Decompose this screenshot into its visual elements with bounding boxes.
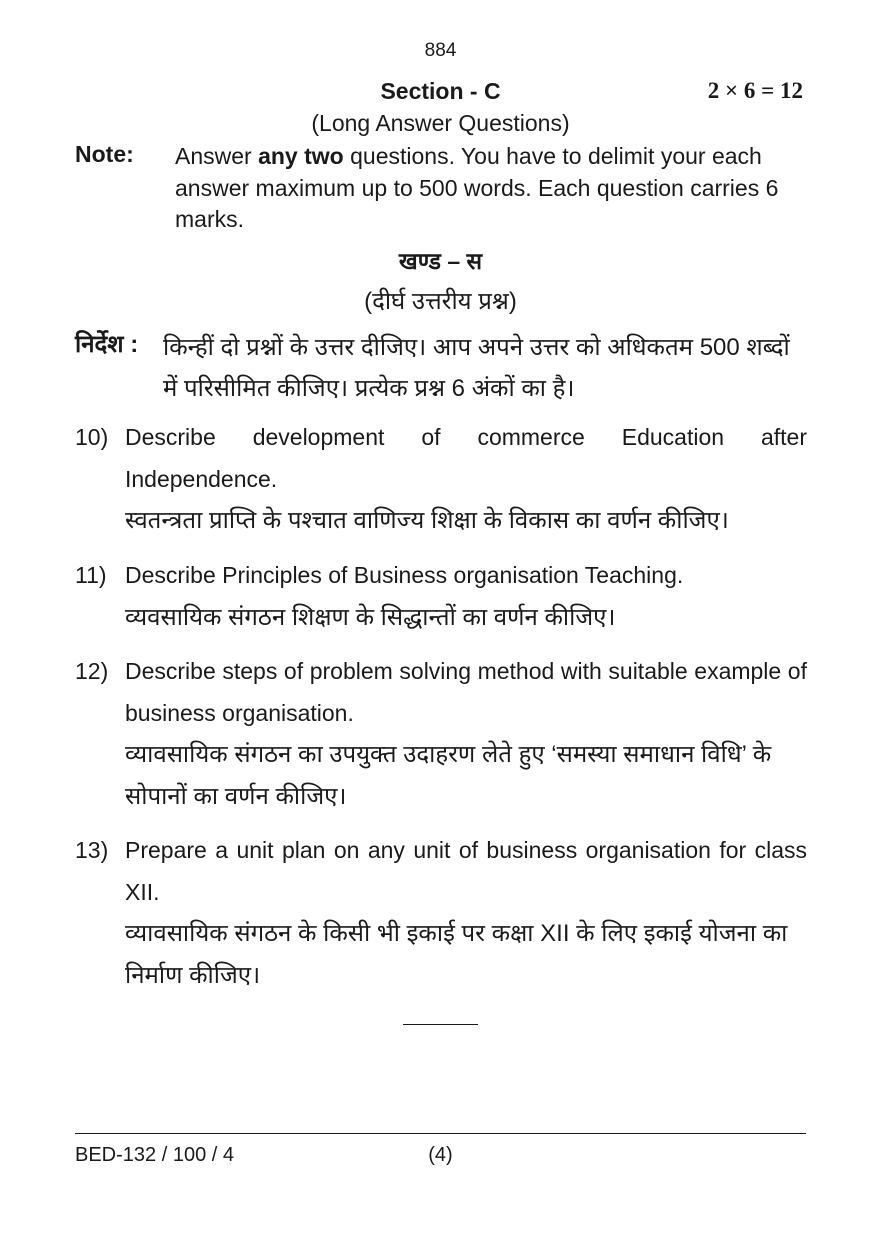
question-number: 13) [75, 837, 109, 863]
section-marks: 2 × 6 = 12 [707, 78, 803, 103]
footer-page-number: (4) [428, 1144, 453, 1166]
question-text-english: Describe steps of problem solving method with suitable example of business organisation. [125, 658, 807, 726]
question-text-hindi: व्यावसायिक संगठन के किसी भी इकाई पर कक्षा XII के लिए इकाई योजना का निर्माण कीजिए। [125, 920, 788, 989]
footer-paper-code: BED-132 / 100 / 4 [75, 1144, 234, 1166]
hindi-note-label: निर्देश : [75, 331, 139, 358]
end-divider [403, 1024, 478, 1025]
hindi-note-text: किन्हीं दो प्रश्नों के उत्तर दीजिए। आप अपने उत्तर को अधिकतम 500 शब्दों में परिसीमित कीजिए। प्रत्येक प्रश्न 6 अंकों का है। [163, 334, 790, 402]
question-number: 10) [75, 424, 109, 450]
hindi-section-subtitle: (दीर्घ उत्तरीय प्रश्न) [364, 288, 517, 315]
note-text [175, 141, 807, 236]
note-text-before: Answer [175, 143, 259, 169]
question-13 [75, 830, 807, 996]
question-text-hindi: स्वतन्त्रता प्राप्ति के पश्चात वाणिज्य शिक्षा के विकास का वर्णन कीजिए। [125, 507, 729, 534]
question-text-english: Describe Principles of Business organisation Teaching. [125, 562, 684, 588]
footer-rule [75, 1133, 806, 1134]
question-number: 11) [75, 562, 107, 588]
section-title: Section - C [380, 78, 501, 104]
question-10 [75, 417, 807, 542]
note-text-after: questions. You have to delimit your each answer maximum up to 500 words. Each question carries 6 marks. [175, 143, 779, 232]
question-text-hindi: व्यवसायिक संगठन शिक्षण के सिद्धान्तों का वर्णन कीजिए। [125, 603, 616, 631]
question-text-english: Describe development of commerce Education after Independence. [125, 424, 807, 492]
note-text-bold: any two [258, 143, 344, 169]
hindi-section-title: खण्ड – स [398, 248, 483, 274]
question-11 [75, 555, 807, 638]
page-number: 884 [424, 40, 457, 61]
question-text-hindi: व्यावसायिक संगठन का उपयुक्त उदाहरण लेते हुए ‘समस्या समाधान विधि’ के सोपानों का वर्णन कीजिए। [125, 741, 772, 810]
question-text-english: Prepare a unit plan on any unit of business organisation for class XII. [125, 837, 807, 905]
question-12 [75, 651, 807, 817]
section-subtitle: (Long Answer Questions) [311, 110, 570, 136]
note-label: Note: [75, 141, 134, 167]
question-number: 12) [75, 658, 109, 684]
